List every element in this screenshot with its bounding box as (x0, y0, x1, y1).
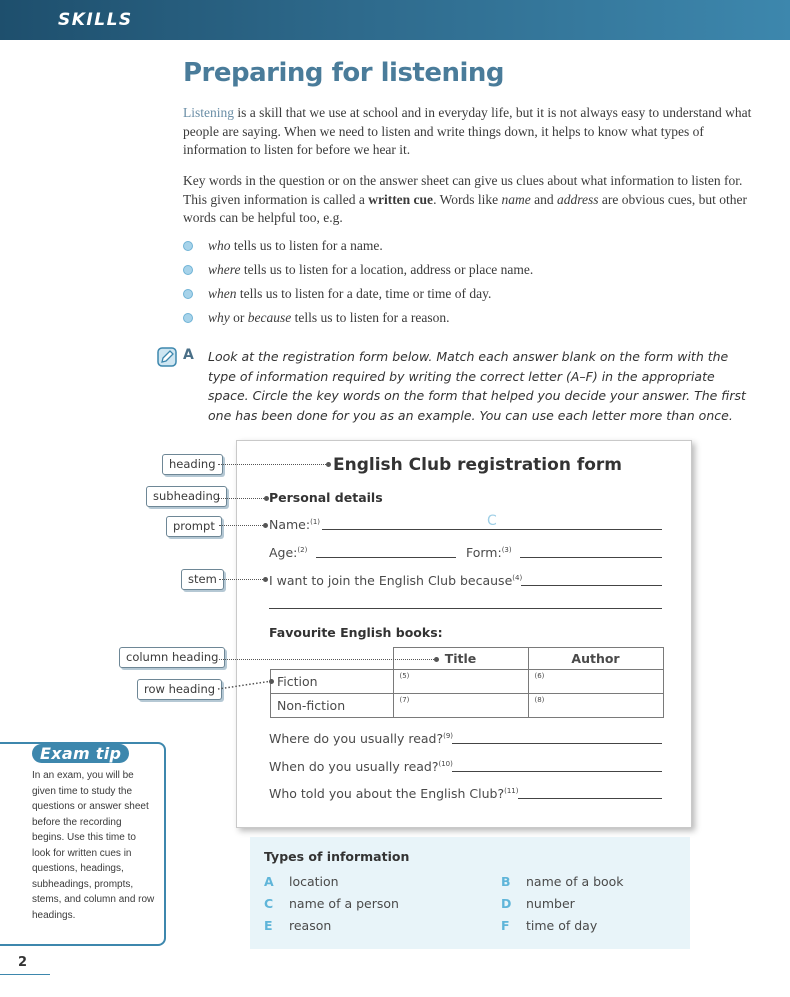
join-answer-line[interactable] (521, 585, 662, 586)
page-number: 2 (18, 955, 28, 970)
type-text: location (289, 874, 339, 889)
form-label: Form: (466, 545, 502, 560)
callout-point (263, 577, 268, 582)
bullet-icon (183, 313, 193, 323)
bullet-icon (183, 289, 193, 299)
cue-text-b: . Words like (433, 191, 502, 207)
cue-text-c: and (530, 191, 557, 207)
form-prompt (466, 545, 512, 560)
callout-point (269, 679, 274, 684)
section-header-bar (0, 0, 790, 40)
form-title: English Club registration form (333, 455, 623, 475)
page-number-rule (0, 974, 50, 975)
blank-6[interactable]: (6) (528, 670, 663, 694)
exam-tip-text: In an exam, you will be given time to study the questions or answer sheet before the recording begins. Use this time to look for written cues in questions, headings, subheadings, prompts, stems, and column and row headings. (32, 770, 155, 921)
join-answer-line-2[interactable] (269, 608, 662, 609)
blank-5[interactable]: (5) (393, 670, 528, 694)
bullet-text: tells us to listen for a location, address or place name. (240, 262, 534, 277)
cue-text-d: are obvious cues, but other words can be helpful too, e.g. (183, 191, 747, 225)
q11-answer-line[interactable] (518, 798, 662, 799)
callout-point (263, 523, 268, 528)
q11-label: Who told you about the English Club? (269, 786, 505, 801)
q10-answer-line[interactable] (452, 771, 662, 772)
table-row (271, 694, 664, 718)
callout-point (326, 462, 331, 467)
question-11 (269, 786, 518, 801)
cue-bullet-list (183, 236, 743, 332)
name-answer-line[interactable] (322, 529, 662, 530)
type-letter: B (501, 874, 511, 889)
blank-number: (10) (438, 759, 453, 768)
blank-7[interactable]: (7) (393, 694, 528, 718)
type-letter: E (264, 918, 273, 933)
cue-text-a: Key words in the question or on the answer sheet can give us clues about what information to listen for. This given information is called a (183, 173, 743, 207)
type-letter: D (501, 896, 512, 911)
callout-stem: stem (181, 569, 224, 590)
age-answer-line[interactable] (316, 557, 456, 558)
callout-connector (219, 525, 265, 526)
type-text: name of a person (289, 896, 399, 911)
bullet-text: tells us to listen for a reason. (291, 310, 450, 325)
blank-number: (2) (297, 545, 308, 554)
callout-connector (219, 579, 265, 580)
blank-number: (3) (501, 545, 512, 554)
cue-italic-address: address (556, 191, 599, 207)
name-answer: C (487, 513, 497, 529)
callout-heading: heading (162, 454, 223, 475)
join-label: I want to join the English Club because (269, 573, 513, 588)
list-item (183, 284, 743, 308)
name-label: Name: (269, 517, 311, 532)
bullet-word: who (208, 238, 231, 253)
type-text: reason (289, 918, 332, 933)
callout-connector (218, 464, 328, 465)
blank-number: (9) (443, 731, 454, 740)
task-letter: A (183, 347, 194, 363)
list-item (183, 260, 743, 284)
bullet-word-2: because (247, 310, 292, 325)
bullet-mid: or (229, 310, 248, 325)
col-header-author: Author (528, 648, 663, 670)
bullet-icon (183, 265, 193, 275)
name-prompt (269, 517, 320, 532)
age-prompt (269, 545, 307, 560)
intro-rest: is a skill that we use at school and in everyday life, but it is not always easy to understand what people are saying. When we need to listen and write things down, it helps to know what types of information to listen for before we hear it. (183, 105, 752, 157)
callout-connector (216, 678, 276, 692)
cue-paragraph (183, 172, 753, 228)
question-9 (269, 731, 453, 746)
bullet-icon (183, 241, 193, 251)
form-subheading: Personal details (269, 490, 383, 505)
section-label: SKILLS (58, 10, 133, 30)
join-stem (269, 573, 522, 588)
callout-row-heading: row heading (137, 679, 222, 700)
exam-tip-title: Exam tip (32, 744, 129, 763)
bullet-word: when (208, 286, 237, 301)
callout-connector (219, 659, 434, 660)
callout-subheading: subheading (146, 486, 227, 507)
bullet-word: where (208, 262, 241, 277)
list-item (183, 308, 743, 332)
callout-column-heading: column heading (119, 647, 225, 668)
form-answer-line[interactable] (520, 557, 662, 558)
type-letter: F (501, 918, 510, 933)
callout-point (264, 496, 269, 501)
q9-label: Where do you usually read? (269, 731, 444, 746)
intro-paragraph (183, 104, 753, 160)
blank-number: (1) (310, 517, 321, 526)
type-text: name of a book (526, 874, 624, 889)
type-letter: A (264, 874, 274, 889)
blank-number: (11) (504, 786, 519, 795)
q9-answer-line[interactable] (452, 743, 662, 744)
row-header-fiction: Fiction (271, 670, 394, 694)
callout-point (434, 657, 439, 662)
cue-bold: written cue (368, 191, 434, 207)
type-text: time of day (526, 918, 598, 933)
type-text: number (526, 896, 575, 911)
blank-number: (4) (512, 573, 523, 582)
type-letter: C (264, 896, 274, 911)
bullet-text: tells us to listen for a name. (230, 238, 383, 253)
blank-8[interactable]: (8) (528, 694, 663, 718)
pencil-icon (157, 347, 177, 367)
bullet-text: tells us to listen for a date, time or time of day. (236, 286, 492, 301)
cue-italic-name: name (501, 191, 531, 207)
page-title: Preparing for listening (183, 58, 505, 88)
bullet-word: why (208, 310, 230, 325)
types-title: Types of information (264, 849, 410, 864)
table-row (271, 670, 664, 694)
books-table (270, 647, 664, 718)
question-10 (269, 759, 453, 774)
age-label: Age: (269, 545, 298, 560)
list-item (183, 236, 743, 260)
row-header-nonfiction: Non-fiction (271, 694, 394, 718)
q10-label: When do you usually read? (269, 759, 439, 774)
intro-lead: Listening (183, 105, 234, 120)
callout-prompt: prompt (166, 516, 222, 537)
books-heading: Favourite English books: (269, 625, 443, 640)
task-instructions: Look at the registration form below. Match each answer blank on the form with the type of information required by writing the correct letter (A–F) in the appropriate space. Circle the key words on the form that helped you decide your answer. The first one has been done for you as an example. You can use each letter more than once. (208, 349, 746, 423)
col-header-title: Title (393, 648, 528, 670)
callout-connector (219, 498, 266, 499)
